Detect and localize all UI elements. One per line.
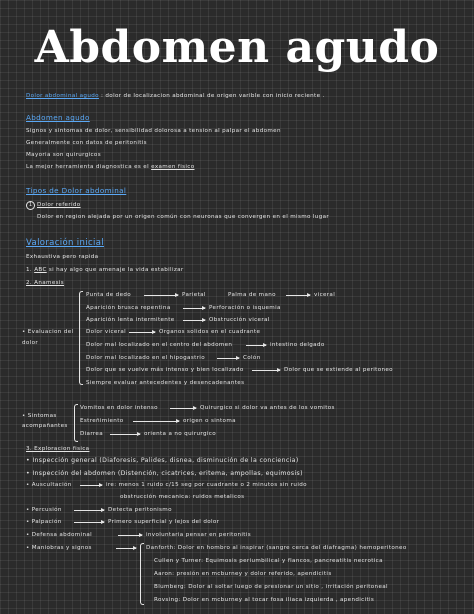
arrow (110, 434, 140, 435)
arrow (129, 332, 155, 333)
arrow (286, 295, 310, 296)
s1-line-4-term: examen fisico (151, 164, 195, 170)
sint-line-2b: origen o sintoma (183, 418, 236, 424)
s4-line-7b: Danforth: Dolor en hombro al inspirar (sangre cerca del diafragma) hemoperitoneo (146, 545, 407, 551)
section-heading-valoracion: Valoración inicial (26, 238, 104, 248)
s4-line-5b: Primero superficial y lejos del dolor (108, 519, 220, 525)
eval-line-2a: Aparición brusca repentina (86, 305, 171, 311)
s4-line-4b: Detecta peritonismo (108, 507, 172, 513)
arrow (217, 358, 239, 359)
s4-line-3b: ire: menos 1 ruido c/15 seg por cuadrante o 2 minutos sin ruido (106, 482, 307, 488)
s4-line-2: • Inspección del abdomen (Distención, cicatrices, eritema, ampollas, equimosis) (26, 470, 303, 477)
arrow (133, 421, 179, 422)
s4-line-5a: • Palpación (26, 519, 62, 525)
eval-line-8: Siempre evaluar antecedentes y desencadenantes (86, 380, 245, 386)
s3-anamnesis: 2. Anamesis (26, 280, 65, 286)
abc-text: si hay algo que amenaje la vida estabilizar (48, 267, 184, 273)
eval-line-3a: Aparición lenta intermitente (86, 317, 175, 323)
s1-line-3: Mayoria son quirurgicos (26, 152, 101, 158)
s4-line-1: • Inspección general (Diaforesis, Palides, disnea, disminución de la conciencia) (26, 457, 299, 464)
eval-line-7a: Dolor que se vuelve más intenso y bien localizado (86, 367, 244, 373)
s2-item: Dolor referido (37, 202, 81, 208)
brace (140, 543, 144, 605)
sint-line-3b: orienta a no quirurgico (144, 431, 216, 437)
sintomas-label: • Sintomas acompañantes (22, 413, 68, 429)
eval-line-1c: Palma de mano (228, 292, 276, 298)
sint-line-1b: Quirurgico si dolor va antes de los vomitos (200, 405, 335, 411)
s2-desc: Dolor en region alejada por un origen común con neuronas que convergen en el mismo lugar (37, 214, 330, 220)
eval-line-7b: Dolor que se extiende al peritoneo (284, 367, 393, 373)
s4-line-3c: obstrucción mecanica: ruidos metalicos (120, 494, 245, 500)
eval-line-2b: Perforación o isquemia (209, 305, 281, 311)
arrow (144, 295, 178, 296)
eval-line-1a: Punta de dedo (86, 292, 132, 298)
s4-line-6a: • Defensa abdominal (26, 532, 93, 538)
arrow (118, 535, 142, 536)
eval-line-1b: Parietal (182, 292, 206, 298)
arrow (80, 485, 102, 486)
number-circle: 1 (26, 201, 35, 210)
arrow (246, 345, 266, 346)
arrow (183, 320, 205, 321)
section-heading-exploracion: 3. Exploracion fisica (26, 446, 90, 452)
s4-line-11: Rovsing: Dolor en mcburney al tocar fosa iliaca izquierda , apendicitis (154, 597, 375, 603)
s1-line-1: Signos y sintomas de dolor, sensibilidad dolorosa a tension al palpar el abdomen (26, 128, 281, 134)
intro-term: Dolor abdominal agudo (26, 93, 99, 99)
s1-line-2: Generalmente con datos de peritonitis (26, 140, 147, 146)
page-title: Abdomen agudo (34, 22, 440, 73)
arrow (116, 548, 136, 549)
arrow (74, 522, 104, 523)
s1-line-4 (26, 164, 194, 170)
s3-line-1: Exhaustiva pero rapida (26, 254, 99, 260)
intro-line (26, 93, 325, 99)
s4-line-10: Blumberg: Dolor al soltar luego de presionar un sitio , irritación peritoneal (154, 584, 388, 590)
section-heading-abdomen-agudo: Abdomen agudo (26, 113, 90, 122)
s4-line-6b: involuntaria pensar en peritonitis (146, 532, 252, 538)
section-heading-tipos-dolor: Tipos de Dolor abdominal (26, 186, 127, 195)
eval-line-5b: intestino delgado (270, 342, 325, 348)
arrow (252, 370, 280, 371)
s3-abc-line (26, 267, 184, 273)
s1-line-4-text: La mejor herramienta diagnostica es el (26, 164, 149, 170)
sint-line-2a: Estreñimiento (80, 418, 124, 424)
brace (74, 404, 78, 442)
s4-line-9: Aaron: presión en mcburney y dolor referido, apendicitis (154, 571, 332, 577)
sint-line-3a: Diarrea (80, 431, 103, 437)
eval-line-1d: viceral (314, 292, 336, 298)
s4-line-3a: • Auscultación (26, 482, 72, 488)
intro-text: : dolor de localizacion abdominal de origen varible con inicio reciente . (101, 93, 325, 99)
s4-line-4a: • Percusión (26, 507, 62, 513)
sint-line-1a: Vomitos en dolor intenso (80, 405, 158, 411)
eval-line-5a: Dolor mal localizado en el centro del abdomen (86, 342, 233, 348)
arrow (170, 408, 196, 409)
s4-line-7a: • Maniobras y signos (26, 545, 92, 551)
eval-line-4a: Dolor viceral (86, 329, 126, 335)
s4-line-8: Cullen y Turner: Equimosis periumbilical y flancos, pancreatitis necrotica (154, 558, 383, 564)
eval-line-3b: Obstrucción viceral (209, 317, 270, 323)
brace (79, 291, 83, 385)
abc-number: 1. (26, 267, 33, 273)
arrow (183, 308, 205, 309)
eval-line-6a: Dolor mal localizado en el hipogastrio (86, 355, 205, 361)
arrow (74, 510, 104, 511)
abc-label: ABC (34, 267, 47, 273)
eval-line-6b: Colón (243, 355, 261, 361)
eval-line-4b: Organos solidos en el cuadrante (159, 329, 261, 335)
eval-label: • Evaluacion del dolor (22, 329, 74, 346)
